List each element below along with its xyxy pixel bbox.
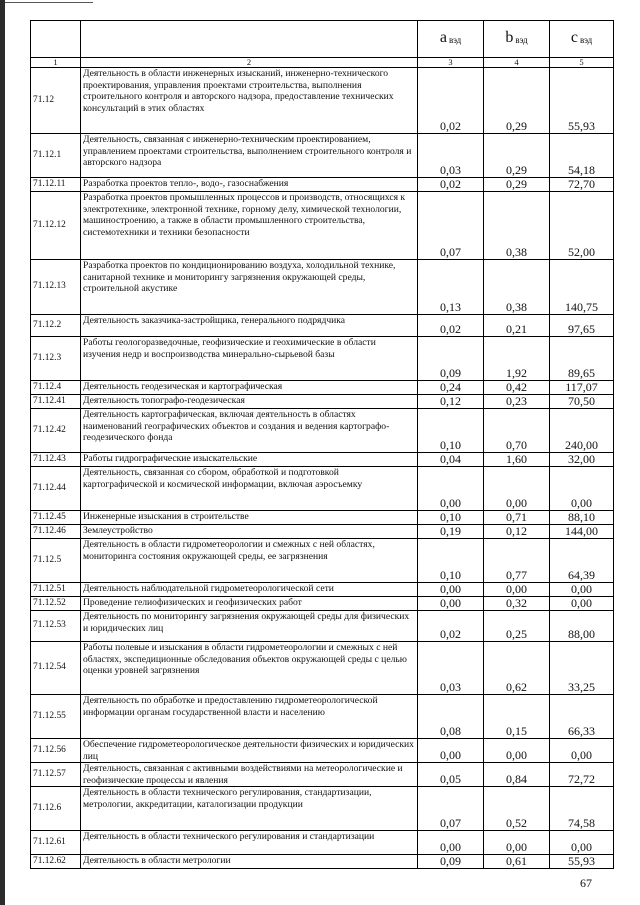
table-row xyxy=(31,583,614,597)
table-row xyxy=(31,260,614,315)
row-value-c: 66,33 xyxy=(550,695,614,739)
row-description: Деятельность, связанная с инженерно-техническим проектированием, управлением проектами строительства, выполнением строительного контроля и авторского надзора xyxy=(81,134,418,178)
row-description: Работы полевые и изыскания в области гидрометеорологии и смежных с ней областях, экспедиционные обследования объектов окружающей среды с целью оценки уровней загрязнения xyxy=(81,642,418,695)
row-description: Деятельность топографо-геодезическая xyxy=(81,395,418,409)
column-number-row xyxy=(31,58,614,68)
row-value-b: 0,42 xyxy=(484,381,550,395)
row-value-b: 0,00 xyxy=(484,739,550,763)
row-description: Деятельность, связанная с активными воздействиями на метеорологические и геофизические процессы и явления xyxy=(81,763,418,787)
table-row xyxy=(31,453,614,467)
row-value-a: 0,04 xyxy=(418,453,484,467)
row-code: 71.12.42 xyxy=(31,409,81,453)
row-value-a: 0,09 xyxy=(418,337,484,381)
row-value-a: 0,24 xyxy=(418,381,484,395)
table-row xyxy=(31,525,614,539)
row-code: 71.12.4 xyxy=(31,381,81,395)
row-value-b: 0,12 xyxy=(484,525,550,539)
row-description: Деятельность в области технического регулирования и стандартизации xyxy=(81,831,418,855)
row-description: Деятельность в области гидрометеорологии и смежных с ней областях, мониторинга состояния окружающей среды, ее загрязнения xyxy=(81,539,418,583)
row-value-b: 0,00 xyxy=(484,831,550,855)
row-value-c: 72,70 xyxy=(550,178,614,192)
row-value-b: 0,38 xyxy=(484,260,550,315)
row-value-b: 1,92 xyxy=(484,337,550,381)
row-value-a: 0,19 xyxy=(418,525,484,539)
row-value-b: 0,29 xyxy=(484,68,550,134)
row-description: Деятельность в области инженерных изысканий, инженерно-технического проектирования, управления проектами строительства, выполнения строительного контроля и авторского надзора, предоставление технических консультаций в этих областях xyxy=(81,68,418,134)
row-value-b: 0,52 xyxy=(484,787,550,831)
header-a xyxy=(418,21,484,58)
row-value-a: 0,02 xyxy=(418,68,484,134)
row-value-c: 64,39 xyxy=(550,539,614,583)
row-value-a: 0,00 xyxy=(418,831,484,855)
row-value-c: 52,00 xyxy=(550,192,614,260)
row-value-b: 0,15 xyxy=(484,695,550,739)
row-value-c: 140,75 xyxy=(550,260,614,315)
row-value-c: 33,25 xyxy=(550,642,614,695)
row-value-a: 0,00 xyxy=(418,597,484,611)
header-row xyxy=(31,21,614,58)
row-value-b: 0,61 xyxy=(484,855,550,869)
row-value-a: 0,13 xyxy=(418,260,484,315)
row-value-c: 89,65 xyxy=(550,337,614,381)
row-value-c: 97,65 xyxy=(550,315,614,337)
row-value-c: 72,72 xyxy=(550,763,614,787)
row-code: 71.12.1 xyxy=(31,134,81,178)
row-code: 71.12.62 xyxy=(31,855,81,869)
row-value-c: 240,00 xyxy=(550,409,614,453)
row-code: 71.12.51 xyxy=(31,583,81,597)
row-value-b: 0,84 xyxy=(484,763,550,787)
row-value-c: 54,18 xyxy=(550,134,614,178)
col-number-2: 2 xyxy=(81,58,418,68)
row-description: Деятельность заказчика-застройщика, генерального подрядчика xyxy=(81,315,418,337)
row-code: 71.12.6 xyxy=(31,787,81,831)
row-description: Деятельность по обработке и предоставлению гидрометеорологической информации органам государственной власти и населению xyxy=(81,695,418,739)
top-rule xyxy=(5,2,93,3)
row-value-c: 88,00 xyxy=(550,611,614,642)
row-code: 71.12.11 xyxy=(31,178,81,192)
row-code: 71.12.41 xyxy=(31,395,81,409)
coefficients-table xyxy=(30,20,614,869)
row-value-c: 0,00 xyxy=(550,597,614,611)
table-row xyxy=(31,831,614,855)
row-value-a: 0,07 xyxy=(418,192,484,260)
table-row xyxy=(31,134,614,178)
row-value-c: 0,00 xyxy=(550,831,614,855)
row-value-b: 0,29 xyxy=(484,134,550,178)
header-b-letter: b xyxy=(505,28,514,46)
row-description: Деятельность, связанная со сбором, обработкой и подготовкой картографической и космической информации, включая аэросъемку xyxy=(81,467,418,511)
row-code: 71.12.12 xyxy=(31,192,81,260)
row-description: Работы геологоразведочные, геофизические и геохимические в области изучения недр и воспроизводства минерально-сырьевой базы xyxy=(81,337,418,381)
row-value-a: 0,00 xyxy=(418,739,484,763)
row-value-a: 0,02 xyxy=(418,178,484,192)
table-row xyxy=(31,192,614,260)
row-value-b: 0,25 xyxy=(484,611,550,642)
row-value-b: 0,62 xyxy=(484,642,550,695)
row-value-a: 0,03 xyxy=(418,642,484,695)
row-code: 71.12.52 xyxy=(31,597,81,611)
row-value-b: 0,70 xyxy=(484,409,550,453)
table-row xyxy=(31,739,614,763)
page-number: 67 xyxy=(580,876,592,890)
row-value-b: 0,38 xyxy=(484,192,550,260)
table-row xyxy=(31,611,614,642)
table-row xyxy=(31,337,614,381)
row-code: 71.12.13 xyxy=(31,260,81,315)
row-code: 71.12.45 xyxy=(31,511,81,525)
row-description: Деятельность в области технического регулирования, стандартизации, метрологии, аккредитации, каталогизации продукции xyxy=(81,787,418,831)
row-value-c: 0,00 xyxy=(550,739,614,763)
row-value-b: 0,21 xyxy=(484,315,550,337)
row-value-a: 0,10 xyxy=(418,539,484,583)
row-code: 71.12.57 xyxy=(31,763,81,787)
table-row xyxy=(31,511,614,525)
row-value-c: 0,00 xyxy=(550,467,614,511)
row-description: Инженерные изыскания в строительстве xyxy=(81,511,418,525)
row-description: Разработка проектов по кондиционированию воздуха, холодильной технике, санитарной технике и мониторингу загрязнения окружающей среды, строительной акустике xyxy=(81,260,418,315)
row-code: 71.12.61 xyxy=(31,831,81,855)
row-value-a: 0,08 xyxy=(418,695,484,739)
row-value-b: 0,71 xyxy=(484,511,550,525)
table-row xyxy=(31,381,614,395)
table-row xyxy=(31,539,614,583)
row-value-b: 1,60 xyxy=(484,453,550,467)
row-value-c: 88,10 xyxy=(550,511,614,525)
table-row xyxy=(31,763,614,787)
table-row xyxy=(31,597,614,611)
row-value-c: 70,50 xyxy=(550,395,614,409)
table-row xyxy=(31,855,614,869)
row-value-a: 0,10 xyxy=(418,511,484,525)
row-code: 71.12.54 xyxy=(31,642,81,695)
row-code: 71.12.3 xyxy=(31,337,81,381)
row-description: Работы гидрографические изыскательские xyxy=(81,453,418,467)
row-code: 71.12.2 xyxy=(31,315,81,337)
row-value-c: 117,07 xyxy=(550,381,614,395)
table-row xyxy=(31,409,614,453)
header-a-letter: a xyxy=(439,28,447,46)
page-edge-shadow xyxy=(0,0,5,905)
header-b xyxy=(484,21,550,58)
table-row xyxy=(31,68,614,134)
col-number-1: 1 xyxy=(31,58,81,68)
col-number-3: 3 xyxy=(418,58,484,68)
row-code: 71.12.46 xyxy=(31,525,81,539)
header-desc-cell xyxy=(81,21,418,58)
row-code: 71.12.55 xyxy=(31,695,81,739)
table-row xyxy=(31,695,614,739)
row-description: Разработка проектов промышленных процессов и производств, относящихся к электротехнике, электронной технике, горному делу, химической технологии, машиностроению, а также в области промышленного строительства, системотехники и техники безопасности xyxy=(81,192,418,260)
row-code: 71.12.53 xyxy=(31,611,81,642)
header-a-sub: вэд xyxy=(448,34,462,45)
col-number-4: 4 xyxy=(484,58,550,68)
row-description: Деятельность в области метрологии xyxy=(81,855,418,869)
row-description: Деятельность наблюдательной гидрометеорологической сети xyxy=(81,583,418,597)
row-value-a: 0,09 xyxy=(418,855,484,869)
row-value-a: 0,10 xyxy=(418,409,484,453)
row-description: Деятельность картографическая, включая деятельность в областях наименований географических объектов и создания и ведения картографо-геодезического фонда xyxy=(81,409,418,453)
row-description: Проведение гелиофизических и геофизических работ xyxy=(81,597,418,611)
table-row xyxy=(31,178,614,192)
table-row xyxy=(31,787,614,831)
row-value-b: 0,29 xyxy=(484,178,550,192)
header-b-sub: вэд xyxy=(515,34,528,45)
row-code: 71.12.43 xyxy=(31,453,81,467)
row-value-c: 32,00 xyxy=(550,453,614,467)
row-code: 71.12 xyxy=(31,68,81,134)
row-code: 71.12.56 xyxy=(31,739,81,763)
row-value-a: 0,12 xyxy=(418,395,484,409)
header-c-sub: вэд xyxy=(579,34,593,45)
table-row xyxy=(31,315,614,337)
table-row xyxy=(31,395,614,409)
row-value-b: 0,23 xyxy=(484,395,550,409)
header-c-letter: c xyxy=(570,28,578,46)
row-code: 71.12.44 xyxy=(31,467,81,511)
row-description: Обеспечение гидрометеорологическое деятельности физических и юридических лиц xyxy=(81,739,418,763)
row-code: 71.12.5 xyxy=(31,539,81,583)
row-value-a: 0,00 xyxy=(418,467,484,511)
row-value-b: 0,77 xyxy=(484,539,550,583)
header-c xyxy=(550,21,614,58)
row-value-c: 144,00 xyxy=(550,525,614,539)
col-number-5: 5 xyxy=(550,58,614,68)
row-description: Землеустройство xyxy=(81,525,418,539)
row-value-c: 0,00 xyxy=(550,583,614,597)
table-body xyxy=(31,21,614,869)
row-value-c: 55,93 xyxy=(550,855,614,869)
row-description: Деятельность геодезическая и картографическая xyxy=(81,381,418,395)
row-value-b: 0,00 xyxy=(484,467,550,511)
row-value-b: 0,32 xyxy=(484,597,550,611)
row-value-a: 0,02 xyxy=(418,611,484,642)
table-row xyxy=(31,467,614,511)
table-row xyxy=(31,642,614,695)
row-value-a: 0,07 xyxy=(418,787,484,831)
row-description: Деятельность по мониторингу загрязнения окружающей среды для физических и юридических лиц xyxy=(81,611,418,642)
row-value-a: 0,05 xyxy=(418,763,484,787)
row-value-a: 0,02 xyxy=(418,315,484,337)
row-value-a: 0,03 xyxy=(418,134,484,178)
row-value-c: 55,93 xyxy=(550,68,614,134)
row-value-a: 0,00 xyxy=(418,583,484,597)
header-code-cell xyxy=(31,21,81,58)
row-value-c: 74,58 xyxy=(550,787,614,831)
row-value-b: 0,00 xyxy=(484,583,550,597)
row-description: Разработка проектов тепло-, водо-, газоснабжения xyxy=(81,178,418,192)
